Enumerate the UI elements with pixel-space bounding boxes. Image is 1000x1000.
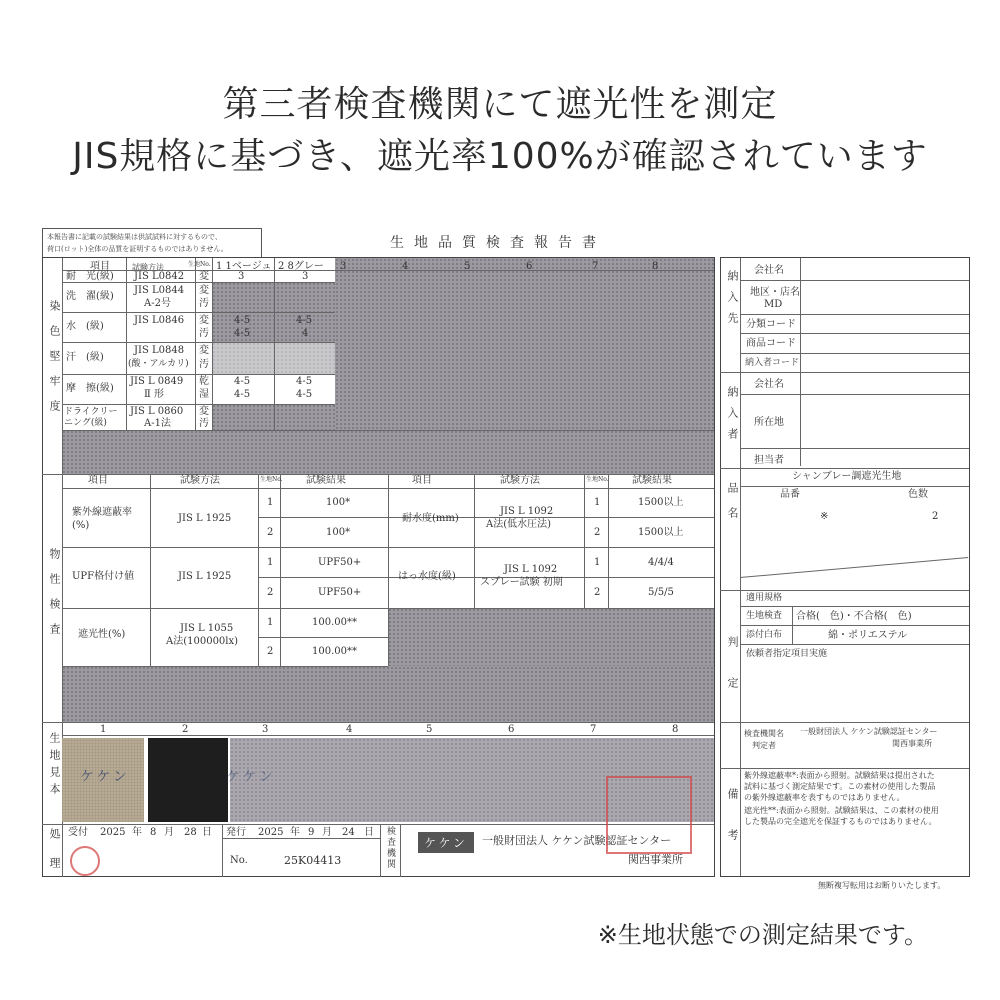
waterres-r1: 1500以上 <box>638 497 684 508</box>
repel-no1: 1 <box>594 557 601 568</box>
phys-right-shade <box>388 608 714 666</box>
received-label: 受付 <box>68 827 88 838</box>
report-title: 生地品質検査報告書 <box>390 235 606 251</box>
lab-seal <box>606 776 692 854</box>
delivery-district: 地区・店名 <box>750 287 800 298</box>
phys-col-fabric-no: 生地No. <box>260 476 283 483</box>
inspector-label: 検査機関名 <box>744 729 784 738</box>
row-wash-type: 変 <box>199 285 209 296</box>
shield-r1: 100.00** <box>312 617 357 628</box>
standard-label: 適用規格 <box>746 593 783 603</box>
col-method: 試験方法 <box>132 263 164 272</box>
sample-no-1: 1 <box>100 724 107 735</box>
processing-label: 処理 <box>48 828 61 886</box>
notes-label: 備考 <box>726 788 739 870</box>
phys-col-item-right: 項目 <box>412 475 432 486</box>
row-sweat-method2: (酸・アルカリ) <box>128 359 189 369</box>
sample-no-4: 4 <box>346 724 353 735</box>
repel-method2: スプレー試験 初期 <box>480 577 563 588</box>
shield-no1: 1 <box>267 617 274 628</box>
row-dryclean-method: JIS L 0860 <box>130 406 184 417</box>
row-water-method: JIS L0846 <box>134 315 185 326</box>
shield-item: 遮光性(%) <box>78 629 126 640</box>
lab-branch: 関西事業所 <box>628 853 683 866</box>
section-physical: 物性検査 <box>48 548 61 648</box>
judge-label: 判定者 <box>752 741 776 750</box>
waterres-r2: 1500以上 <box>638 527 684 538</box>
phys-col-method: 試験方法 <box>180 475 220 486</box>
waterres-no2: 2 <box>594 527 601 538</box>
row-dryclean-item: ドライクリーニング(級) <box>64 407 118 428</box>
repel-no2: 2 <box>594 587 601 598</box>
repel-r1: 4/4/4 <box>648 557 674 568</box>
heading-line-1: 第三者検査機関にて遮光性を測定 <box>222 84 778 125</box>
received-month: 8 <box>150 827 157 838</box>
sample-no-7: 7 <box>590 724 597 735</box>
uv-r1: 100* <box>326 497 351 508</box>
row-water-type2: 汚 <box>199 328 209 339</box>
color-count-label: 色数 <box>908 489 928 500</box>
row-water-type: 変 <box>199 315 209 326</box>
test-report-sheet <box>40 210 970 900</box>
row-sweat-type2: 汚 <box>199 359 209 370</box>
row-light-v1: 3 <box>238 271 245 282</box>
row-water-v2: 4-5 <box>296 315 313 326</box>
sample-gray-swatch <box>148 738 228 822</box>
repel-r2: 5/5/5 <box>648 587 674 598</box>
unused-columns-shade <box>335 258 714 430</box>
section-colorfastness: 染色堅牢度 <box>48 300 61 425</box>
disclaimer <box>42 228 262 258</box>
shield-r2: 100.00** <box>312 646 357 657</box>
composition-label: 添付白布 <box>746 630 783 640</box>
shield-no2: 2 <box>267 646 274 657</box>
phys-col-result: 試験結果 <box>306 475 346 486</box>
delivery-product-code: 商品コード <box>746 338 796 349</box>
lab-name: 一般財団法人 ケケン試験認証センター <box>482 834 672 847</box>
inspector-branch: 関西事業所 <box>892 739 932 748</box>
row-water-item: 水 (級) <box>66 321 104 332</box>
row-dryclean-type2: 汚 <box>199 418 209 429</box>
row-water-v2b: 4 <box>302 328 309 339</box>
sample-watermark-2: ケケン <box>226 769 276 785</box>
sample-no-5: 5 <box>426 724 433 735</box>
received-m: 月 <box>164 827 174 838</box>
row-rub-method2: Ⅱ 形 <box>144 389 164 400</box>
row-light-v2: 3 <box>302 271 309 282</box>
lab-label: 検査機関 <box>385 826 395 870</box>
delivery-company: 会社名 <box>754 265 784 276</box>
row-light-type: 変 <box>199 271 209 282</box>
sample-no-8: 8 <box>672 724 679 735</box>
col-4: 4 <box>402 261 409 272</box>
row-rub-type2: 湿 <box>199 389 209 400</box>
col-item: 項目 <box>90 261 110 272</box>
blank-shade <box>62 430 714 474</box>
upf-r1: UPF50+ <box>318 557 362 568</box>
received-year: 2025 <box>100 827 126 838</box>
waterres-method2: A法(低水圧法) <box>486 519 552 530</box>
heading-line-2: JIS規格に基づき、遮光率100%が確認されています <box>72 136 928 177</box>
judgment-label: 判定 <box>726 636 739 718</box>
product-no-value: ※ <box>820 511 829 522</box>
color-count-value: 2 <box>932 511 939 522</box>
uv-method: JIS L 1925 <box>178 513 232 524</box>
sample-no-6: 6 <box>508 724 515 735</box>
repel-method: JIS L 1092 <box>504 564 558 575</box>
col-1: 1 1ベージュ <box>216 261 272 272</box>
row-rub-method: JIS L 0849 <box>130 376 184 387</box>
col-fabric-no: 生地No. <box>188 261 211 268</box>
upf-method: JIS L 1925 <box>178 571 232 582</box>
issued-year: 2025 <box>258 827 284 838</box>
received-y: 年 <box>132 827 142 838</box>
phys-col-result-right: 試験結果 <box>632 475 672 486</box>
row-rub-v1: 4-5 <box>234 376 251 387</box>
row-rub-v2: 4-5 <box>296 376 313 387</box>
waterres-method: JIS L 1092 <box>500 506 554 517</box>
delivery-category-code: 分類コード <box>746 319 796 330</box>
supplier-person: 担当者 <box>754 455 784 466</box>
disclaimer-line-2: 荷口(ロット)全体の品質を証明するものではありません。 <box>47 245 228 253</box>
phys-col-item: 項目 <box>88 475 108 486</box>
report-no-label: No. <box>230 855 248 866</box>
row-wash-type2: 汚 <box>199 298 209 309</box>
row-sweat-method: JIS L0848 <box>134 345 185 356</box>
row-water-v1b: 4-5 <box>234 328 251 339</box>
shield-method: JIS L 1055 <box>180 623 234 634</box>
upf-item: UPF格付け値 <box>72 571 135 582</box>
row-dryclean-type: 変 <box>199 406 209 417</box>
supplier-address: 所在地 <box>754 417 784 428</box>
inspector-value: 一般財団法人 ケケン試験認証センター <box>800 727 938 736</box>
received-stamp <box>70 846 100 876</box>
supplier-company: 会社名 <box>754 379 784 390</box>
issued-y: 年 <box>290 827 300 838</box>
issued-m: 月 <box>322 827 332 838</box>
upf-no2: 2 <box>267 587 274 598</box>
phys-col-fabric-no-right: 生地No. <box>586 476 609 483</box>
uv-r2: 100* <box>326 527 351 538</box>
uv-no1: 1 <box>267 497 274 508</box>
repel-item: はっ水度(級) <box>398 571 456 582</box>
product-name: シャンブレー調遮光生地 <box>792 471 902 482</box>
note-4: 遮光性**:表面から照射。試験結果は、この素材の使用 <box>744 806 939 815</box>
delivery-label: 納入先 <box>726 270 739 333</box>
copy-notice: 無断複写転用はお断りいたします。 <box>818 881 946 890</box>
issued-day: 24 <box>342 827 355 838</box>
sample-watermark: ケケン <box>80 769 130 785</box>
row-light-item: 耐 光(級) <box>66 271 114 282</box>
lab-logo: ケケン <box>418 832 474 853</box>
sample-label: 生地見本 <box>48 732 61 800</box>
sample-no-3: 3 <box>262 724 269 735</box>
product-no-label: 品番 <box>780 489 800 500</box>
delivery-supplier-code: 納入者コード <box>745 358 800 368</box>
issued-label: 発行 <box>226 827 246 838</box>
row-light-method: JIS L0842 <box>134 271 185 282</box>
row-sweat-item: 汗 (級) <box>66 352 104 363</box>
shield-method2: A法(100000lx) <box>166 636 239 647</box>
upf-r2: UPF50+ <box>318 587 362 598</box>
row-water-v1: 4-5 <box>234 315 251 326</box>
fabric-check-value: 合格( 色)・不合格( 色) <box>796 611 912 622</box>
note-1: 紫外線遮蔽率*:表面から照射。試験結果は提出された <box>744 771 935 780</box>
sample-no-2: 2 <box>182 724 189 735</box>
note-5: した製品の完全遮光を保証するものではありません。 <box>744 817 937 826</box>
waterres-no1: 1 <box>594 497 601 508</box>
upf-no1: 1 <box>267 557 274 568</box>
row-wash-method: JIS L0844 <box>134 285 185 296</box>
col-6: 6 <box>526 261 533 272</box>
composition-value: 綿・ポリエステル <box>828 630 908 641</box>
issued-month: 9 <box>308 827 315 838</box>
received-day: 28 <box>184 827 197 838</box>
uv-item: 紫外線遮蔽率(%) <box>72 507 132 531</box>
col-7: 7 <box>592 261 599 272</box>
phys-col-method-right: 試験方法 <box>500 475 540 486</box>
row-rub-type: 乾 <box>199 376 209 387</box>
received-d: 日 <box>202 827 212 838</box>
fabric-check-label: 生地検査 <box>746 611 783 621</box>
supplier-label: 納入者 <box>726 386 739 449</box>
row-wash-item: 洗 濯(級) <box>66 291 114 302</box>
phys-bottom-shade <box>62 666 714 722</box>
waterres-item: 耐水度(mm) <box>402 513 459 524</box>
row-rub-item: 摩 擦(級) <box>66 383 114 394</box>
issued-d: 日 <box>364 827 374 838</box>
row-rub-v1b: 4-5 <box>234 389 251 400</box>
col-8: 8 <box>652 261 659 272</box>
col-5: 5 <box>464 261 471 272</box>
delivery-district-value: MD <box>764 299 783 310</box>
note-3: の紫外線遮蔽率を表すものではありません。 <box>744 793 905 802</box>
row-rub-v2b: 4-5 <box>296 389 313 400</box>
client-spec: 依頼者指定項目実施 <box>746 649 828 659</box>
uv-no2: 2 <box>267 527 274 538</box>
row-dryclean-method2: A-1法 <box>144 418 171 429</box>
row-wash-method2: A-2号 <box>144 298 171 309</box>
footnote: ※生地状態での測定結果です。 <box>597 921 928 949</box>
col-2: 2 8グレー <box>278 261 324 272</box>
col-3: 3 <box>340 261 347 272</box>
disclaimer-line-1: 本報告書に記載の試験結果は供試試料に対するもので、 <box>47 233 222 241</box>
product-label: 品名 <box>726 482 739 532</box>
report-no: 25K04413 <box>284 854 342 867</box>
note-2: 試料に基づく測定結果です。この素材の使用した製品 <box>744 782 936 791</box>
row-sweat-type: 変 <box>199 345 209 356</box>
